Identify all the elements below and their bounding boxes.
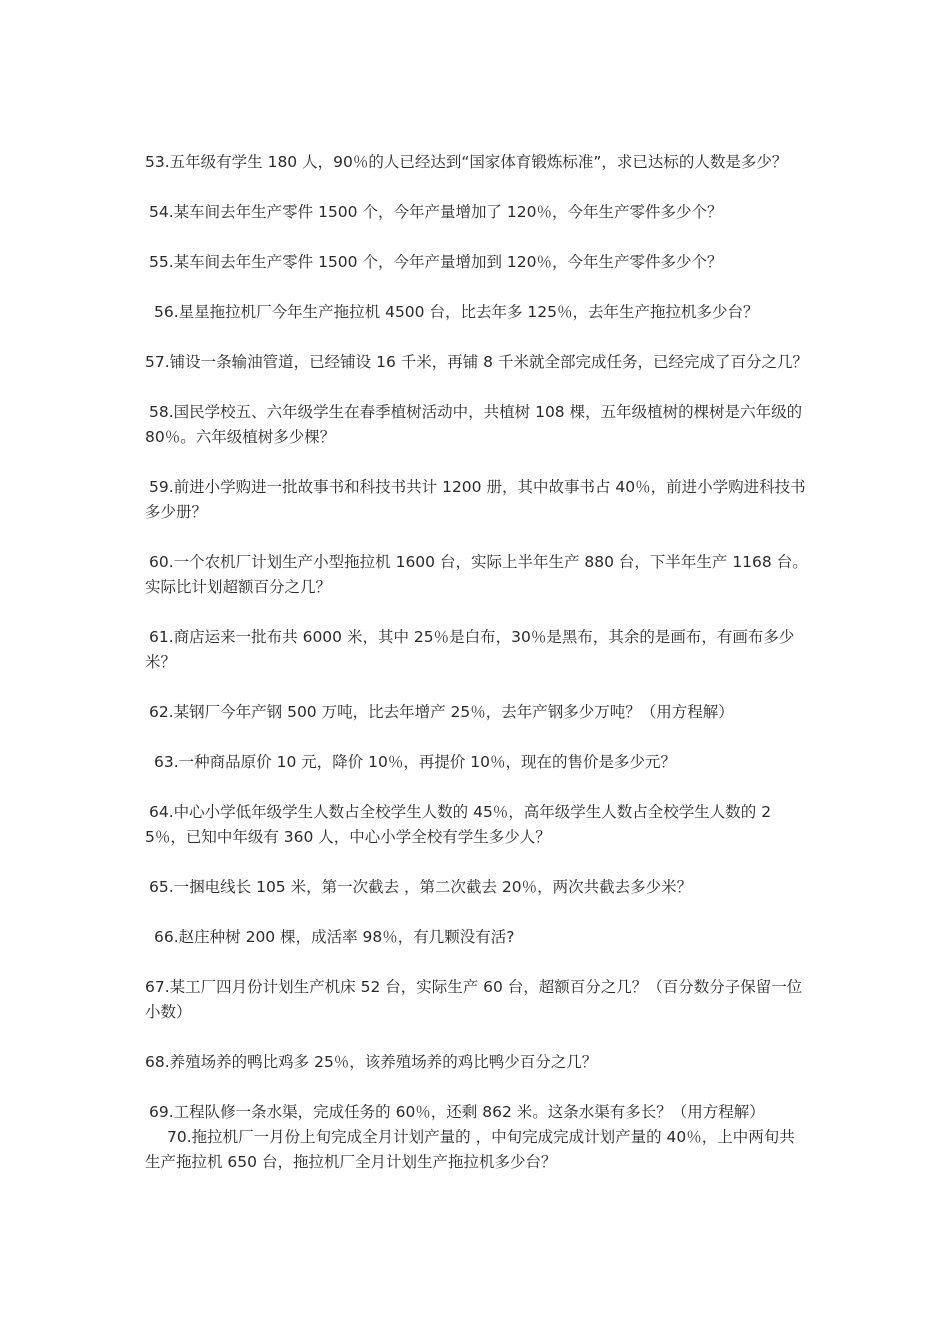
question-53: 53.五年级有学生 180 人，90％的人已经达到“国家体育锻炼标准”，求已达标的人数是多少？ — [145, 153, 788, 171]
question-66: 66.赵庄种树 200 棵，成活率 98％，有几颗没有活? — [154, 928, 515, 946]
question-60: 60.一个农机厂计划生产小型拖拉机 1600 台，实际上半年生产 880 台，下半年生产 1168 台。实际比计划超额百分之几？ — [145, 553, 808, 596]
question-57: 57.铺设一条输油管道，已经铺设 16 千米，再铺 8 千米就全部完成任务，已经完成了百分之几？ — [145, 353, 808, 371]
question-54: 54.某车间去年生产零件 1500 个，今年产量增加了 120％，今年生产零件多少个？ — [149, 203, 723, 221]
question-58: 58.国民学校五、六年级学生在春季植树活动中，共植树 108 棵，五年级植树的棵树是六年级的 80％。六年级植树多少棵？ — [145, 403, 803, 446]
question-55: 55.某车间去年生产零件 1500 个，今年产量增加到 120％，今年生产零件多少个？ — [149, 253, 723, 271]
question-61: 61.商店运来一批布共 6000 米，其中 25％是白布，30％是黑布，其余的是画布，有画布多少米？ — [145, 628, 795, 671]
question-70: 70.拖拉机厂一月份上旬完成全月计划产量的 ，中旬完成完成计划产量的 40％，上中两旬共生产拖拉机 650 台，拖拉机厂全月计划生产拖拉机多少台？ — [145, 1128, 795, 1171]
question-list — [145, 150, 810, 1200]
question-59: 59.前进小学购进一批故事书和科技书共计 1200 册，其中故事书占 40％，前进小学购进科技书多少册？ — [145, 478, 806, 521]
question-62: 62.某钢厂今年产钢 500 万吨，比去年增产 25％，去年产钢多少万吨？（用方程解） — [149, 703, 734, 721]
question-68: 68.养殖场养的鸭比鸡多 25％，该养殖场养的鸡比鸭少百分之几？ — [145, 1053, 598, 1071]
question-69: 69.工程队修一条水渠，完成任务的 60％，还剩 862 米。这条水渠有多长？（用方程解） — [149, 1103, 765, 1121]
question-67: 67.某工厂四月份计划生产机床 52 台，实际生产 60 台，超额百分之几？（百分数分子保留一位小数） — [145, 978, 803, 1021]
question-63: 63.一种商品原价 10 元，降价 10％，再提价 10％，现在的售价是多少元？ — [154, 753, 677, 771]
question-64: 64.中心小学低年级学生人数占全校学生人数的 45％，高年级学生人数占全校学生人数的 25％，已知中年级有 360 人，中心小学全校有学生多少人？ — [145, 803, 772, 846]
question-56: 56.星星拖拉机厂今年生产拖拉机 4500 台，比去年多 125％，去年生产拖拉机多少台？ — [154, 303, 759, 321]
question-65: 65.一捆电线长 105 米，第一次截去 ，第二次截去 20％，两次共截去多少米？ — [149, 878, 693, 896]
